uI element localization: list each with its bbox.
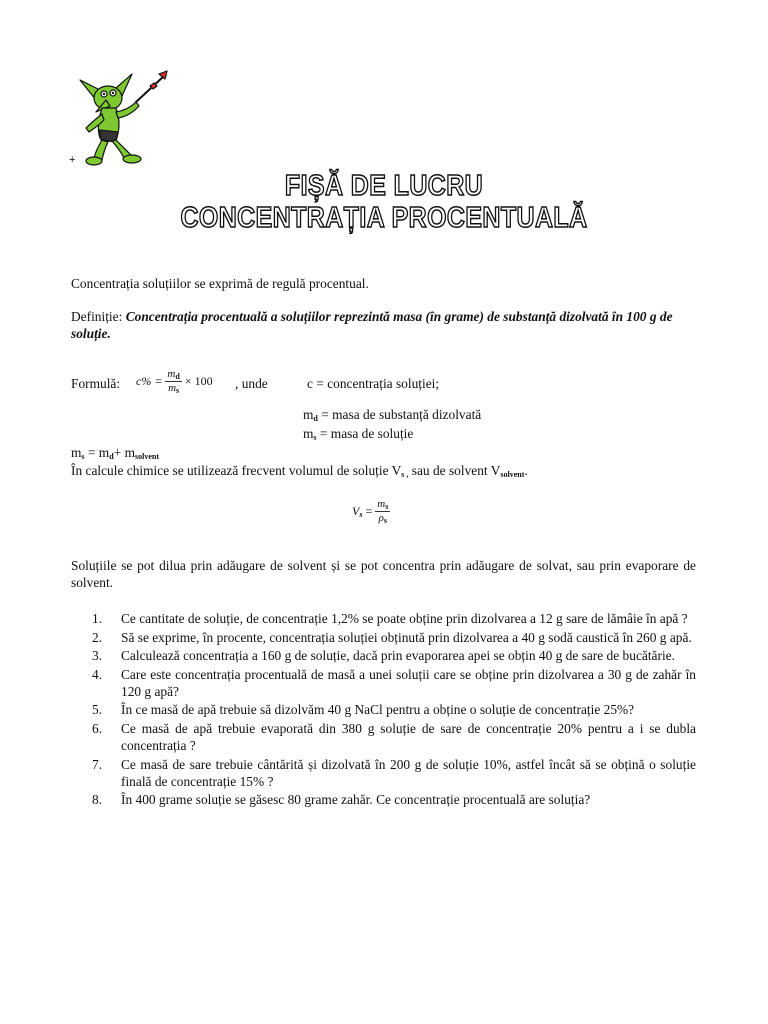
- percent-formula: c% = $\frac{m_d}{m_s}$ × 100: [136, 368, 213, 395]
- mass-relation: $m_s = m_d+ m_{solvent}$: [71, 445, 159, 461]
- exercise-list: [92, 610, 696, 810]
- md-description: $m_d$ = masa de substanță dizolvată: [303, 407, 482, 423]
- page-title-line1: FIȘĂ DE LUCRU: [284, 170, 484, 202]
- exercise-item: [92, 701, 696, 718]
- intro-text: Concentrația soluțiilor se exprimă de regulă procentual.: [71, 276, 369, 291]
- exercise-text: În 400 grame soluție se găsesc 80 grame zahăr. Ce concentrație procentuală are soluția?: [121, 792, 591, 808]
- volume-note: În calcule chimice se utilizează frecvent volumul de soluție $V_{s ,}$ sau de solvent $V_{solvent}$.: [71, 463, 528, 479]
- c-description: c = concentrația soluției;: [307, 376, 440, 391]
- ms-description: $m_s$ = masa de soluție: [303, 426, 414, 442]
- exercise-text: În ce masă de apă trebuie să dizolvăm 40 g NaCl pentru a obține o soluție de concentrație 25%?: [121, 702, 635, 718]
- exercise-number: 8.: [92, 792, 103, 808]
- exercise-number: 4.: [92, 666, 103, 682]
- exercise-number: 3.: [92, 648, 103, 664]
- formula-row: [71, 368, 696, 408]
- exercise-item: [92, 610, 696, 627]
- plus-mark: +: [69, 154, 76, 166]
- volume-formula: $V_s$ = $\frac{m_s}{\rho_s}$: [352, 498, 389, 525]
- exercise-item: [92, 647, 696, 664]
- exercise-item: [92, 756, 696, 790]
- exercise-text: Calculează concentrația a 160 g de soluție, dacă prin evaporarea apei se obțin 40 g de sare de bucătărie.: [121, 648, 675, 664]
- goblin-mascot-icon: [66, 68, 171, 172]
- exercise-number: 1.: [92, 611, 103, 626]
- exercise-text: Ce masă de sare trebuie cântărită și dizolvată în 200 g de soluție 10%, astfel încât să se obțină o soluție finală de concentrație 15% ?: [121, 756, 696, 789]
- exercise-item: [92, 720, 696, 754]
- formula-label: Formulă:: [71, 376, 121, 391]
- exercise-text: Care este concentrația procentuală de masă a unei soluții care se obține prin dizolvarea a 30 g de zahăr în 120 g apă?: [121, 666, 696, 699]
- exercise-item: [92, 629, 696, 646]
- page-title-line2: CONCENTRAȚIA PROCENTUALĂ: [180, 202, 588, 234]
- exercise-text: Ce cantitate de soluție, de concentrație 1,2% se poate obține prin dizolvarea a 12 g sare de lămâie în apă ?: [121, 611, 688, 626]
- formula-unde: , unde: [235, 376, 268, 391]
- exercise-number: 7.: [92, 756, 103, 772]
- exercise-item: [92, 666, 696, 700]
- exercise-text: Să se exprime, în procente, concentrația soluției obținută prin dizolvarea a 40 g sodă caustică în 260 g apă.: [121, 629, 692, 645]
- definition-block: [71, 308, 696, 342]
- exercise-number: 5.: [92, 702, 103, 718]
- definition-text: Concentrația procentuală a soluțiilor reprezintă masa (în grame) de substanță dizolvată în 100 g de soluție.: [71, 309, 673, 341]
- exercise-item: [92, 791, 696, 808]
- definition-label: Definiție:: [71, 309, 123, 324]
- exercise-number: 2.: [92, 629, 103, 645]
- dilution-note: Soluțiile se pot dilua prin adăugare de solvent și se pot concentra prin adăugare de solvat, sau prin evaporare de solvent.: [71, 558, 696, 590]
- exercise-number: 6.: [92, 720, 103, 736]
- exercise-text: Ce masă de apă trebuie evaporată din 380 g soluție de sare de concentrație 20% pentru a i se dubla concentrația ?: [121, 720, 696, 753]
